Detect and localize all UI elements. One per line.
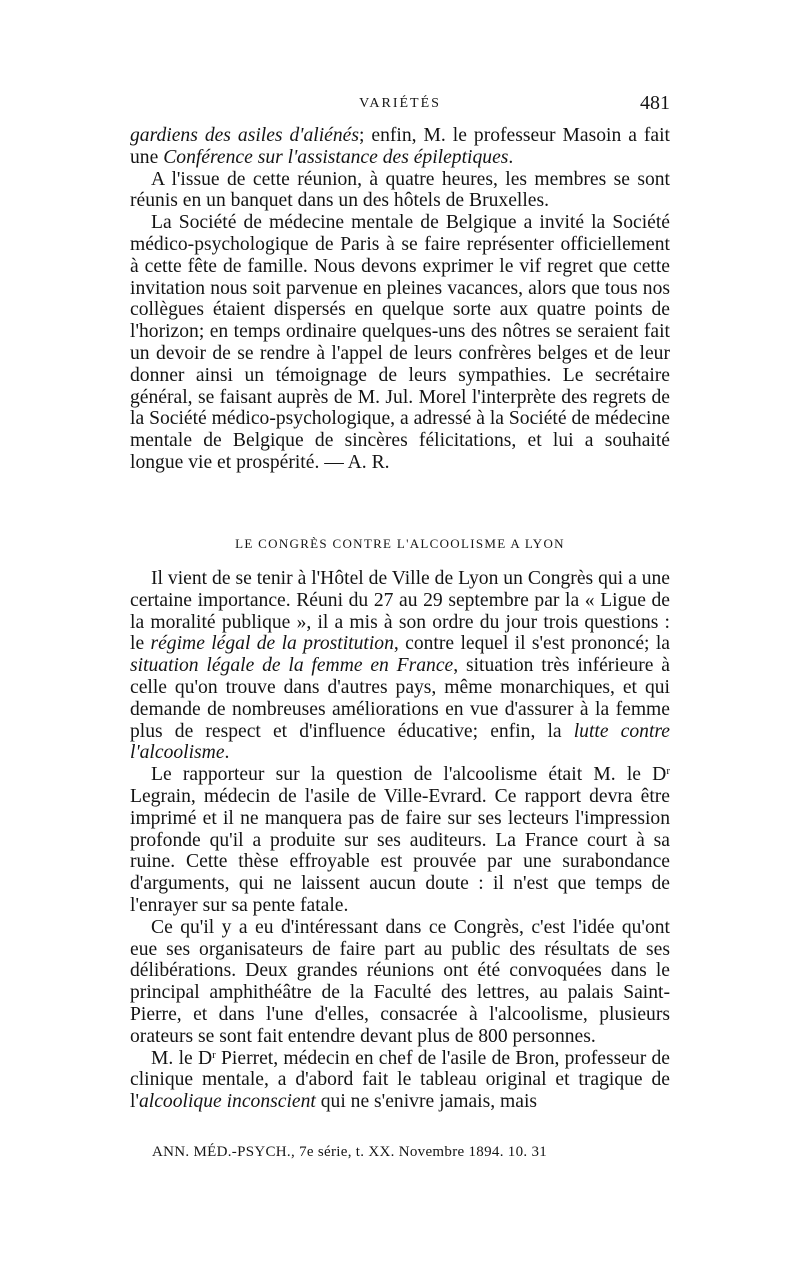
section-title: LE CONGRÈS CONTRE L'ALCOOLISME A LYON [235, 536, 565, 551]
paragraph-pierret [130, 1048, 670, 1113]
italic-situation: situation légale de la femme en France [130, 655, 454, 677]
section-varietes-text [130, 125, 670, 474]
text-segment: Il vient de se tenir à l'Hôtel de Ville de Lyon un Congrès qui a une certaine importance. Réuni du 27 au 29 septembre par la « Ligue de la moralité publique », il a mis à son ordre du jour trois questions : le [130, 568, 670, 655]
text-segment: Pierret, médecin en chef de l'asile de Bron, professeur de clinique mentale, a d'abord fait le tableau original et tragique de l' [130, 1047, 670, 1113]
section-congres-text [130, 568, 670, 1113]
superscript: r [666, 765, 670, 778]
superscript: r [212, 1048, 216, 1061]
text-segment: . [508, 146, 514, 168]
italic-alcoolique: alcoolique inconscient [138, 1091, 316, 1113]
paragraph-congres-intro [130, 568, 670, 764]
italic-asiles: gardiens des asiles d'aliénés [130, 125, 359, 146]
italic-lutte: lutte contre l'alcoolisme [130, 720, 670, 764]
paragraph-reunions: Ce qu'il y a eu d'intéressant dans ce Congrès, c'est l'idée qu'ont eue ses organisateurs de faire part au public des résultats de ses délibérations. Deux grandes réunions ont été convoquées dans le principal amphithéâtre de la Faculté des lettres, au palais Saint-Pierre, et dans l'une d'elles, consacrée à l'alcoolisme, plusieurs orateurs se sont fait entendre devant plus de 800 personnes. [130, 916, 670, 1047]
text-segment: . [224, 742, 230, 764]
text-segment: Legrain, médecin de l'asile de Ville-Evrard. Ce rapport devra être imprimé et il ne manquera pas de faire sur ses lecteurs l'impression profonde qu'il a produite sur ses auditeurs. La France court à sa ruine. Cette thèse effroyable est prouvée par une surabondance d'arguments, qui ne laissent aucun doute : il n'est que temps de l'enrayer sur sa pente fatale. [130, 785, 670, 916]
page-number: 481 [640, 92, 670, 114]
italic-regime: régime légal de la prostitution [150, 633, 394, 655]
paragraph-rapporteur [130, 764, 670, 917]
text-segment: qui ne s'enivre jamais, mais [315, 1091, 538, 1113]
text-segment: ; enfin, M. le professeur Masoin a fait une [130, 125, 670, 168]
page-footer: ANN. MÉD.-PSYCH., 7e série, t. XX. Novembre 1894. 10. 31 [152, 1144, 548, 1160]
page-header [130, 92, 670, 122]
paragraph-societe: La Société de médecine mentale de Belgique a invité la Société médico-psychologique de Paris à se faire représenter officiellement à cette fête de famille. Nous devons exprimer le vif regret que cette invitation nous soit parvenue en pleines vacances, alors que tous nos collègues étaient dispersés en quelque sorte aux quatre points de l'horizon; en temps ordinaire quelques-uns des nôtres se seraient fait un devoir de se rendre à l'appel de leurs confrères belges et de leur donner ainsi un témoignage de leurs sympathies. Le secrétaire général, se faisant auprès de M. Jul. Morel l'interprète des regrets de la Société médico-psychologique, a adressé à la Société de médecine mentale de Belgique de sincères félicitations, et lui a souhaité longue vie et prospérité. — A. R. [130, 212, 670, 473]
running-head: VARIÉTÉS [359, 96, 441, 111]
text-segment: , situation très inférieure à celle qu'on trouve dans d'autres pays, même monarchiques, et qui demande de nombreuses améliorations en vue d'assurer à la femme plus de respect et d'influence éducative; enfin, la [130, 655, 670, 742]
paragraph-conference [130, 125, 670, 169]
text-segment: , contre lequel il s'est prononcé; la [393, 633, 670, 655]
text-segment: M. le D [151, 1047, 213, 1069]
italic-conference: Conférence sur l'assistance des épileptiques [163, 146, 509, 168]
paragraph-banquet: A l'issue de cette réunion, à quatre heures, les membres se sont réunis en un banquet dans un des hôtels de Bruxelles. [130, 168, 670, 212]
text-segment: Le rapporteur sur la question de l'alcoolisme était M. le D [151, 764, 667, 786]
